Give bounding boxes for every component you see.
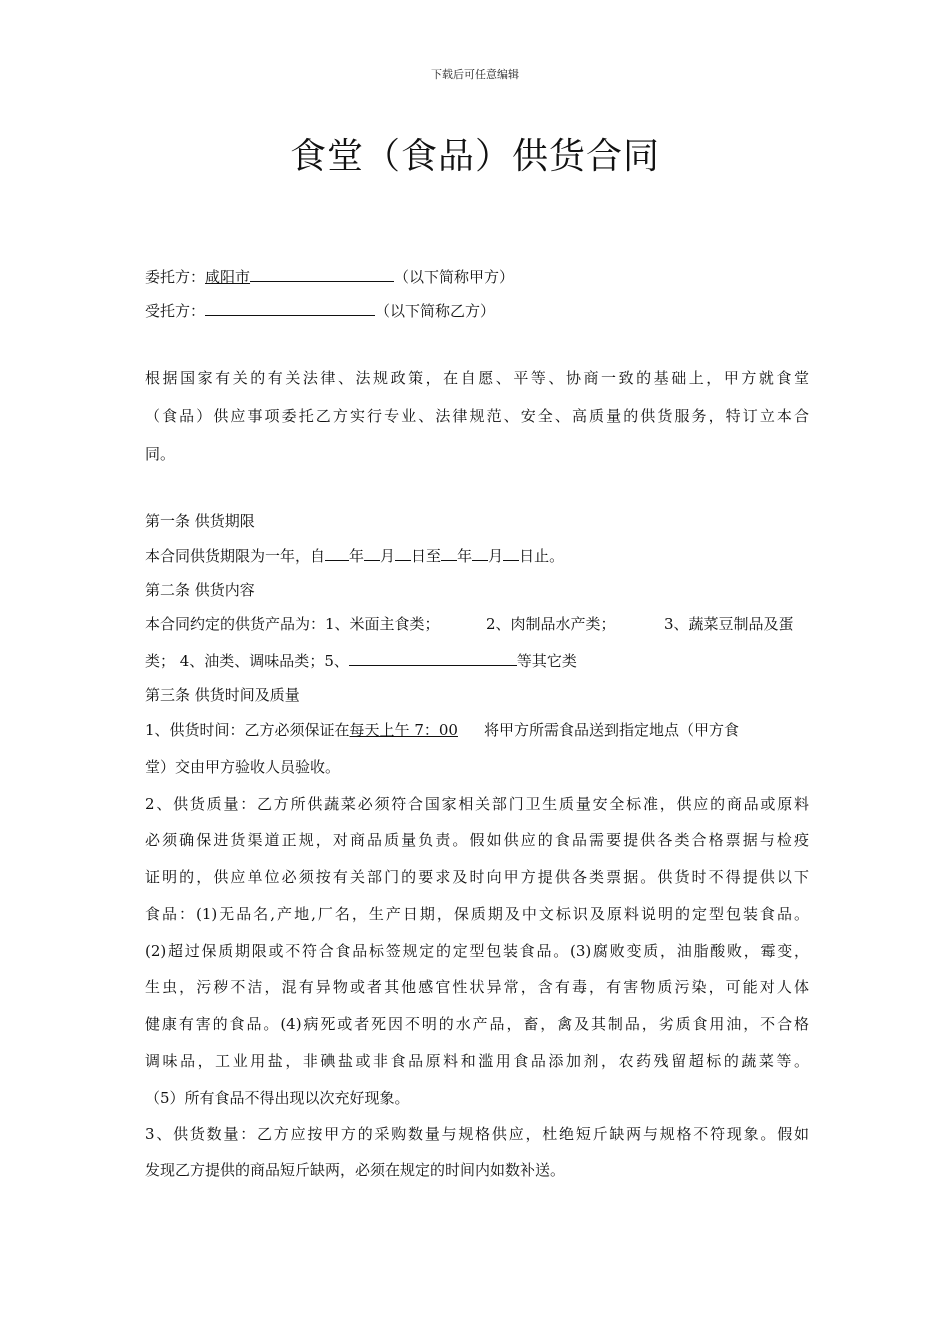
intro-line-3: 同。 [145,445,176,463]
day-start-blank [395,545,411,561]
intro-line-1: 根据国家有关的有关法律、法规政策，在自愿、平等、协商一致的基础上，甲方就食堂 [145,369,809,387]
party-a-blank [250,266,394,282]
article-2-heading: 第二条 供货内容 [145,581,255,599]
document-title: 食堂（食品）供货合同 [289,136,660,177]
other-products-blank [349,650,517,666]
product-item-3: 3、蔬菜豆制品及蛋 [664,615,794,633]
party-a-suffix: （以下简称甲方） [394,268,515,286]
party-a-line [145,266,514,288]
quality-line-6: 生虫，污秽不洁，混有异物或者其他感官性状异常，含有毒，有害物质污染，可能对人体 [145,978,809,996]
month-start-blank [364,545,380,561]
party-a-label: 委托方： [145,268,206,286]
article-2-line-2 [145,650,577,672]
party-b-line [145,300,495,322]
intro-line-2: （食品）供应事项委托乙方实行专业、法律规范、安全、高质量的供货服务，特订立本合 [145,407,809,425]
day-label: 日止。 [519,547,565,565]
year-label: 年 [457,547,473,565]
quantity-line-2: 发现乙方提供的商品短斤缺两，必须在规定的时间内如数补送。 [145,1161,566,1179]
article-2-line-1 [145,613,809,635]
article-1-heading: 第一条 供货期限 [145,512,255,530]
quality-line-3: 证明的，供应单位必须按有关部门的要求及时向甲方提供各类票据。供货时不得提供以下 [145,868,809,886]
party-b-blank [205,300,375,316]
quality-line-5: (2)超过保质期限或不符合食品标签规定的定型包装食品。(3)腐败变质，油脂酸败，霉变， [145,942,809,960]
article-3-heading: 第三条 供货时间及质量 [145,686,300,704]
quality-line-9: （5）所有食品不得出现以次充好现象。 [145,1089,410,1107]
month-label: 月 [488,547,504,565]
delivery-time-text: 1、供货时间：乙方必须保证在 [145,721,350,739]
delivery-time-line-1 [145,719,809,741]
article-1-period-line [145,545,564,567]
year-end-blank [441,545,457,561]
party-b-label: 受托方： [145,302,206,320]
quantity-line-1: 3、供货数量：乙方应按甲方的采购数量与规格供应，杜绝短斤缺两与规格不符现象。假如 [145,1125,809,1143]
quality-line-4: 食品：(1)无品名,产地,厂名，生产日期，保质期及中文标识及原料说明的定型包装食品。 [145,905,809,923]
party-a-value: 咸阳市 [205,268,251,286]
year-start-blank [325,545,349,561]
quality-line-7: 健康有害的食品。(4)病死或者死因不明的水产品，畜，禽及其制品，劣质食用油，不合格 [145,1015,809,1033]
day-end-blank [503,545,519,561]
day-label: 日至 [411,547,442,565]
product-item-2: 2、肉制品水产类； [486,615,616,633]
product-item-other: 等其它类 [516,652,577,670]
party-b-suffix: （以下简称乙方） [375,302,496,320]
month-label: 月 [380,547,396,565]
quality-line-2: 必须确保进货渠道正规，对商品质量负责。假如供应的食品需要提供各类合格票据与检疫 [145,831,809,849]
article-1-text: 本合同供货期限为一年，自 [145,547,326,565]
delivery-time-value: 每天上午 7：00 [349,721,458,739]
quality-line-8: 调味品，工业用盐，非碘盐或非食品原料和滥用食品添加剂，农药残留超标的蔬菜等。 [145,1052,809,1070]
header-note: 下载后可任意编辑 [431,68,519,81]
product-item-4: 类； 4、油类、调味品类；5、 [145,652,349,670]
delivery-time-line-2: 堂）交由甲方验收人员验收。 [145,758,341,776]
year-label: 年 [349,547,365,565]
delivery-time-text: 将甲方所需食品送到指定地点（甲方食 [483,721,739,739]
month-end-blank [472,545,488,561]
quality-line-1: 2、供货质量：乙方所供蔬菜必须符合国家相关部门卫生质量安全标准，供应的商品或原料 [145,795,809,813]
product-item-1: 本合同约定的供货产品为：1、米面主食类； [145,615,440,633]
